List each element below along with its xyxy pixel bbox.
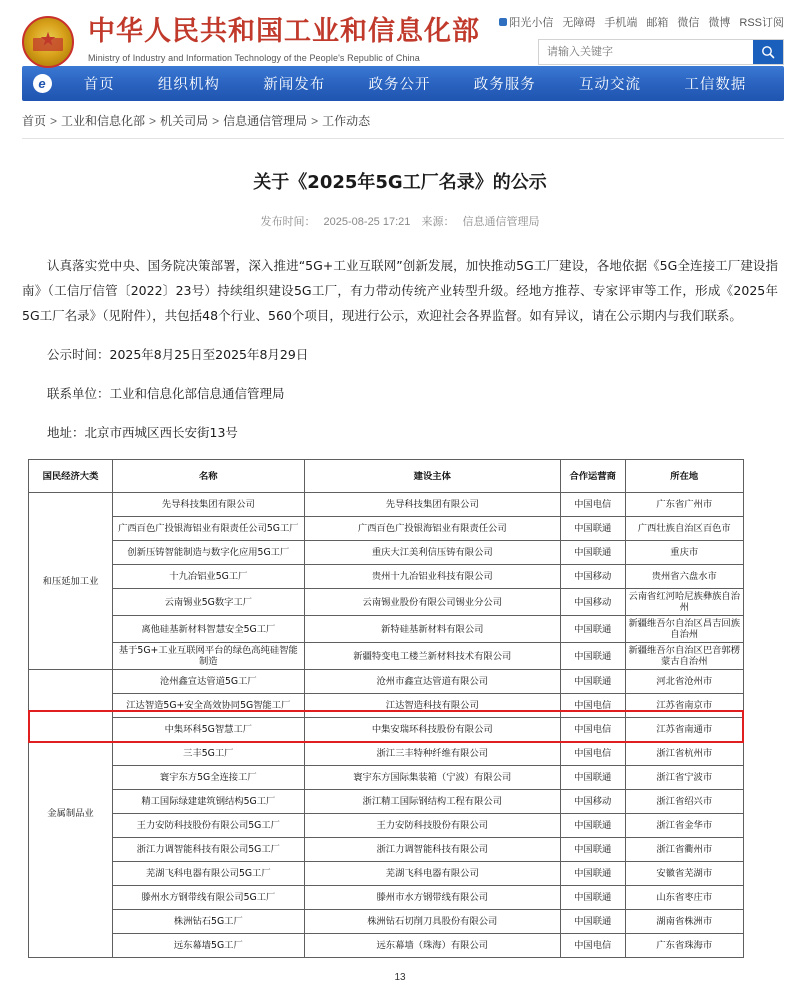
quick-links [509, 14, 784, 30]
table-row [29, 790, 744, 814]
article-paragraph-4: 地址：北京市西城区西长安街13号 [47, 425, 238, 440]
table-cell-location: 湖南省株洲市 [625, 910, 744, 934]
table-cell-entity: 新疆特变电工楼兰新材料技术有限公司 [304, 643, 560, 670]
table-row [29, 886, 744, 910]
table-row [29, 838, 744, 862]
table-row [29, 910, 744, 934]
table-cell-operator: 中国电信 [560, 934, 625, 958]
table-row [29, 517, 744, 541]
search-button[interactable] [753, 40, 783, 64]
table-cell-location: 安徽省芜湖市 [625, 862, 744, 886]
article-paragraph-1: 认真落实党中央、国务院决策部署，深入推进“5G+工业互联网”创新发展，加快推动5G工厂建设，各地依据《5G全连接工厂建设指南》（工信厅信管〔2022〕23号）持续组织建设5G工厂，有力带动传统产业转型升级。经地方推荐、专家评审等工作，形成《2025年5G工厂名录》（见附件），共包括48个行业、560个项目，现进行公示，欢迎社会各界监督。如有异议，请在公示期内与我们联系。 [22, 258, 778, 323]
nav-item-government-service[interactable]: 政务服务 [473, 77, 536, 93]
quick-link-rss[interactable] [739, 14, 784, 30]
publish-time: 2025-08-25 17:21 [323, 216, 411, 228]
table-cell-name: 芜湖飞科电器有限公司5G工厂 [112, 862, 304, 886]
table-cell-name: 十九冶铝业5G工厂 [112, 565, 304, 589]
col-header-name: 名称 [112, 460, 304, 493]
search-input[interactable] [539, 40, 753, 64]
breadcrumb-item-home[interactable]: 首页 [22, 114, 47, 128]
header-utilities [509, 14, 784, 65]
table-row [29, 589, 744, 616]
table-cell-operator: 中国联通 [560, 910, 625, 934]
breadcrumb-separator: > [311, 114, 319, 128]
sun-icon [499, 18, 507, 26]
article-body [22, 253, 778, 445]
nav-item-data[interactable]: 工信数据 [684, 77, 747, 93]
table-cell-operator: 中国移动 [560, 790, 625, 814]
table-row [29, 643, 744, 670]
table-row [29, 718, 744, 742]
factory-table [28, 459, 744, 958]
table-cell-entity: 新特硅基新材料有限公司 [304, 616, 560, 643]
breadcrumb-item-bureau[interactable]: 信息通信管理局 [223, 114, 308, 128]
article-paragraph-3: 联系单位：工业和信息化部信息通信管理局 [47, 386, 285, 401]
nav-item-interaction[interactable]: 互动交流 [579, 77, 642, 93]
table-cell-category: 金属制品业 [29, 670, 113, 958]
site-header [0, 0, 800, 62]
site-title-cn: 中华人民共和国工业和信息化部 [88, 16, 480, 47]
table-cell-category: 和压延加工业 [29, 493, 113, 670]
table-cell-operator: 中国联通 [560, 517, 625, 541]
nav-item-news[interactable]: 新闻发布 [263, 77, 326, 93]
table-cell-location: 山东省枣庄市 [625, 886, 744, 910]
search-icon [761, 45, 775, 59]
breadcrumb-item-current[interactable]: 工作动态 [322, 114, 371, 128]
col-header-operator: 合作运营商 [560, 460, 625, 493]
col-header-location: 所在地 [625, 460, 744, 493]
quick-link-label: 微信 [677, 17, 700, 29]
table-cell-name: 沧州鑫宣达管道5G工厂 [112, 670, 304, 694]
breadcrumb-separator: > [50, 114, 58, 128]
table-cell-operator: 中国电信 [560, 742, 625, 766]
quick-link-label: 邮箱 [646, 17, 669, 29]
table-cell-entity: 浙江精工国际钢结构工程有限公司 [304, 790, 560, 814]
table-cell-operator: 中国移动 [560, 589, 625, 616]
table-cell-operator: 中国联通 [560, 886, 625, 910]
table-cell-entity: 先导科技集团有限公司 [304, 493, 560, 517]
publish-time-label: 发布时间： [260, 216, 316, 228]
nav-logo-icon [22, 74, 62, 93]
table-cell-name: 离他硅基新材料智慧安全5G工厂 [112, 616, 304, 643]
table-cell-location: 浙江省绍兴市 [625, 790, 744, 814]
table-cell-entity: 王力安防科技股份有限公司 [304, 814, 560, 838]
nav-item-home[interactable]: 首页 [83, 77, 115, 93]
table-cell-operator: 中国联通 [560, 862, 625, 886]
table-cell-name: 先导科技集团有限公司 [112, 493, 304, 517]
page-number: 13 [394, 972, 406, 983]
table-cell-location: 广东省广州市 [625, 493, 744, 517]
quick-link-label: 微博 [708, 17, 731, 29]
col-header-category: 国民经济大类 [29, 460, 113, 493]
table-row [29, 541, 744, 565]
table-cell-name: 江达智造5G+安全高效协同5G智能工厂 [112, 694, 304, 718]
table-cell-entity: 沧州市鑫宣达管道有限公司 [304, 670, 560, 694]
table-cell-name: 远东幕墙5G工厂 [112, 934, 304, 958]
factory-table-wrap [22, 459, 778, 958]
table-row [29, 742, 744, 766]
table-row [29, 616, 744, 643]
page-title: 关于《2025年5G工厂名录》的公示 [253, 172, 547, 193]
site-title-en: Ministry of Industry and Information Technology of the People's Republic of China [88, 53, 420, 63]
table-cell-name: 中集环科5G智慧工厂 [112, 718, 304, 742]
table-cell-name: 基于5G+工业互联网平台的绿色高纯硅智能制造 [112, 643, 304, 670]
table-row [29, 694, 744, 718]
source-value: 信息通信管理局 [462, 216, 540, 228]
col-header-entity: 建设主体 [304, 460, 560, 493]
search-box [538, 39, 784, 65]
table-cell-name: 滕州水方钢带线有限公司5G工厂 [112, 886, 304, 910]
nav-logo-letter: e [33, 74, 52, 93]
table-cell-entity: 浙江三丰特种纤维有限公司 [304, 742, 560, 766]
quick-link-mail[interactable] [646, 14, 668, 30]
table-cell-name: 广西百色广投银海铝业有限责任公司5G工厂 [112, 517, 304, 541]
table-cell-entity: 浙江力调智能科技有限公司 [304, 838, 560, 862]
table-cell-operator: 中国移动 [560, 565, 625, 589]
table-cell-name: 寰宇东方5G全连接工厂 [112, 766, 304, 790]
table-cell-location: 江苏省南通市 [625, 718, 744, 742]
table-cell-location: 重庆市 [625, 541, 744, 565]
quick-link-weibo[interactable] [708, 14, 730, 30]
table-cell-location: 浙江省衢州市 [625, 838, 744, 862]
nav-item-organization[interactable]: 组织机构 [157, 77, 220, 93]
table-cell-operator: 中国联通 [560, 616, 625, 643]
table-row [29, 934, 744, 958]
table-cell-name: 精工国际绿建建筑钢结构5G工厂 [112, 790, 304, 814]
quick-link-sunshine[interactable] [499, 14, 553, 30]
quick-link-mobile[interactable] [604, 14, 637, 30]
table-cell-location: 河北省沧州市 [625, 670, 744, 694]
article-meta [22, 213, 778, 229]
breadcrumb-item-ministry[interactable]: 工业和信息化部 [61, 114, 146, 128]
table-row [29, 814, 744, 838]
table-row [29, 493, 744, 517]
nav-item-government-open[interactable]: 政务公开 [368, 77, 431, 93]
table-cell-location: 云南省红河哈尼族彝族自治州 [625, 589, 744, 616]
table-cell-operator: 中国电信 [560, 493, 625, 517]
table-cell-entity: 滕州市水方钢带线有限公司 [304, 886, 560, 910]
main-navigation [22, 66, 784, 101]
article-paragraph-2: 公示时间：2025年8月25日至2025年8月29日 [47, 347, 309, 362]
quick-link-accessibility[interactable] [562, 14, 595, 30]
table-cell-entity: 重庆大江美利信压铸有限公司 [304, 541, 560, 565]
table-cell-name: 王力安防科技股份有限公司5G工厂 [112, 814, 304, 838]
table-cell-operator: 中国联通 [560, 643, 625, 670]
table-cell-entity: 芜湖飞科电器有限公司 [304, 862, 560, 886]
table-cell-entity: 云南锡业股份有限公司锡业分公司 [304, 589, 560, 616]
table-header-row [29, 460, 744, 493]
quick-link-label: 无障碍 [562, 17, 596, 29]
breadcrumb-item-departments[interactable]: 机关司局 [160, 114, 209, 128]
article [0, 169, 800, 983]
national-emblem-icon: ★ [22, 16, 74, 68]
table-cell-location: 江苏省南京市 [625, 694, 744, 718]
source-label: 来源： [421, 216, 455, 228]
table-cell-operator: 中国联通 [560, 670, 625, 694]
table-cell-location: 浙江省宁波市 [625, 766, 744, 790]
site-title-block [88, 14, 480, 63]
table-cell-location: 浙江省金华市 [625, 814, 744, 838]
breadcrumb-separator: > [212, 114, 220, 128]
table-cell-operator: 中国联通 [560, 766, 625, 790]
table-cell-location: 新疆维吾尔自治区昌吉回族自治州 [625, 616, 744, 643]
table-cell-name: 株洲钻石5G工厂 [112, 910, 304, 934]
quick-link-label: 阳光小信 [509, 17, 554, 29]
table-row [29, 670, 744, 694]
table-cell-name: 浙江力调智能科技有限公司5G工厂 [112, 838, 304, 862]
table-cell-entity: 寰宇东方国际集装箱（宁波）有限公司 [304, 766, 560, 790]
table-cell-name: 创新压铸智能制造与数字化应用5G工厂 [112, 541, 304, 565]
table-row [29, 862, 744, 886]
table-cell-entity: 贵州十九冶铝业科技有限公司 [304, 565, 560, 589]
table-cell-location: 贵州省六盘水市 [625, 565, 744, 589]
table-cell-entity: 远东幕墙（珠海）有限公司 [304, 934, 560, 958]
table-cell-name: 云南锡业5G数字工厂 [112, 589, 304, 616]
table-cell-location: 广东省珠海市 [625, 934, 744, 958]
table-row [29, 766, 744, 790]
table-row [29, 565, 744, 589]
table-cell-location: 新疆维吾尔自治区巴音郭楞蒙古自治州 [625, 643, 744, 670]
breadcrumb-separator: > [149, 114, 157, 128]
table-cell-entity: 株洲钻石切削刀具股份有限公司 [304, 910, 560, 934]
table-cell-operator: 中国联通 [560, 838, 625, 862]
table-cell-entity: 广西百色广投银海铝业有限责任公司 [304, 517, 560, 541]
table-cell-name: 三丰5G工厂 [112, 742, 304, 766]
breadcrumb [22, 112, 784, 139]
table-cell-operator: 中国电信 [560, 694, 625, 718]
table-cell-operator: 中国联通 [560, 814, 625, 838]
table-cell-location: 浙江省杭州市 [625, 742, 744, 766]
table-cell-location: 广西壮族自治区百色市 [625, 517, 744, 541]
table-cell-entity: 江达智造科技有限公司 [304, 694, 560, 718]
table-cell-entity: 中集安瑞环科技股份有限公司 [304, 718, 560, 742]
table-cell-operator: 中国联通 [560, 541, 625, 565]
quick-link-wechat[interactable] [677, 14, 699, 30]
quick-link-label: RSS订阅 [739, 17, 784, 29]
table-cell-operator: 中国电信 [560, 718, 625, 742]
quick-link-label: 手机端 [604, 17, 638, 29]
